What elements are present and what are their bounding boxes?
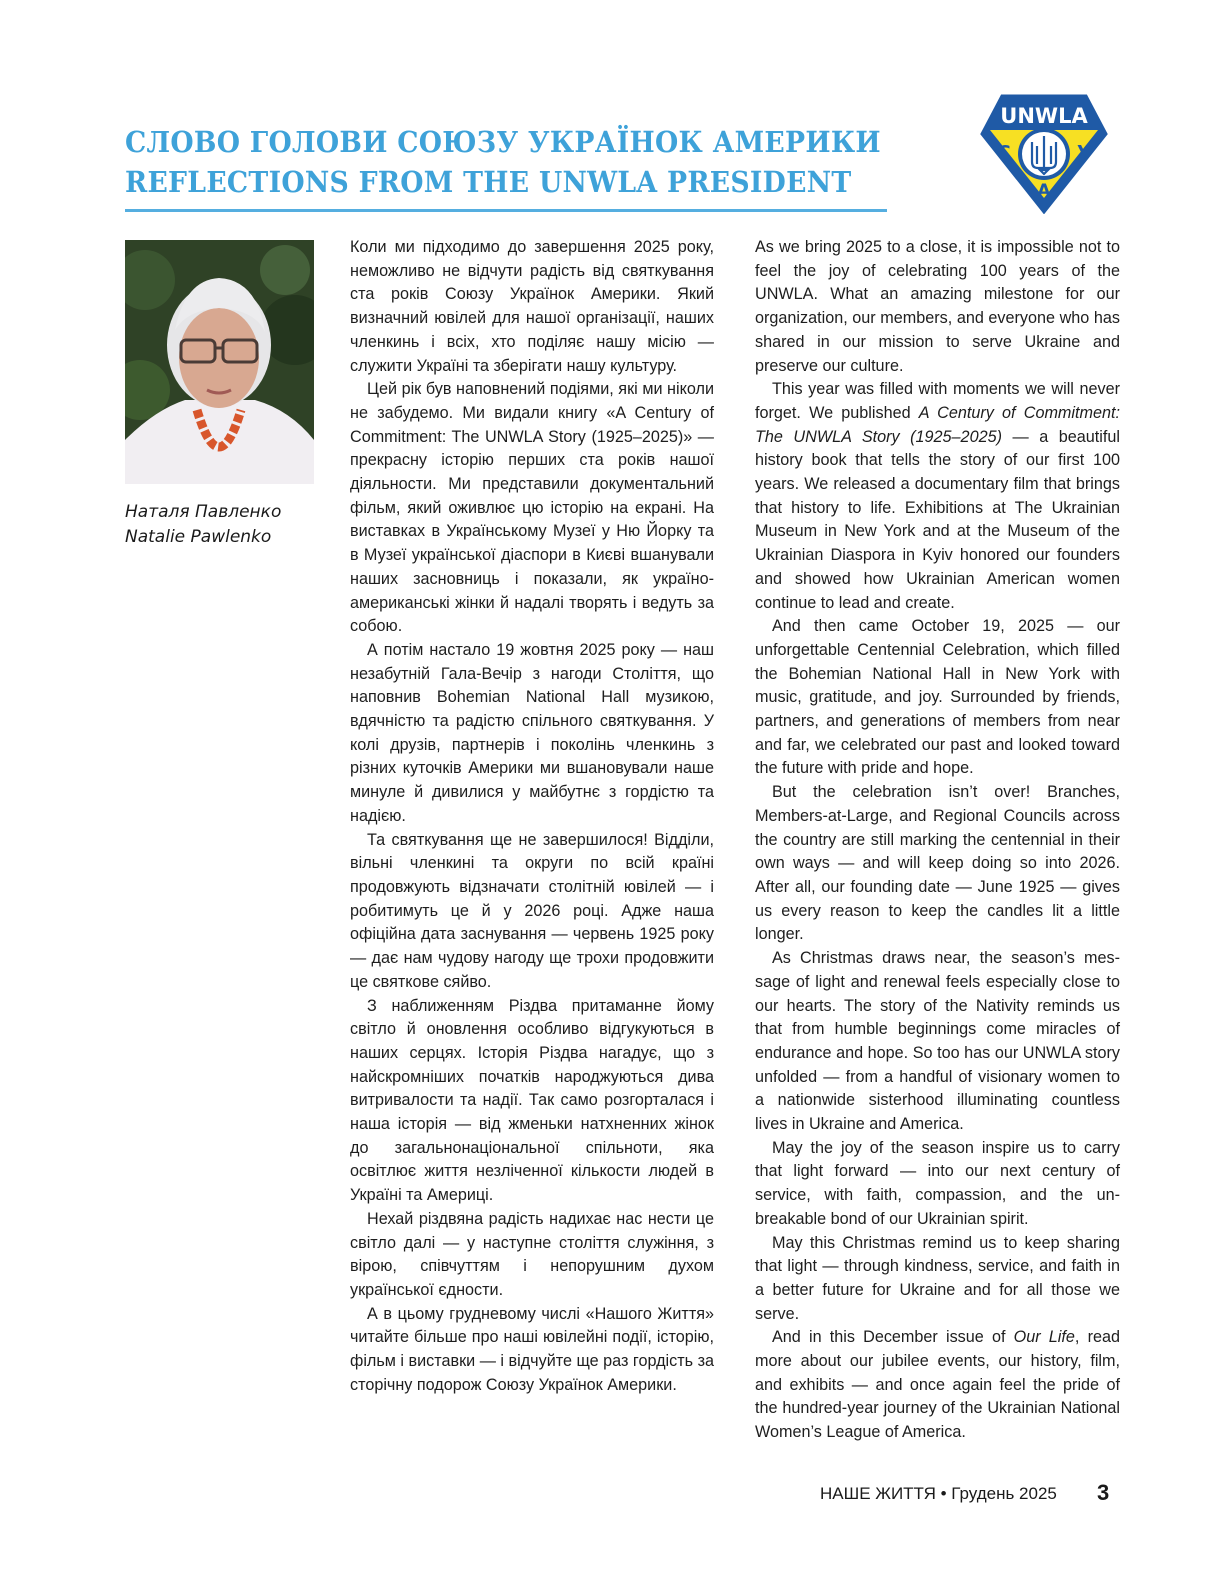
text: This year was filled with moments we will never forget. We published [755,380,1120,422]
paragraph: А потім настало 19 жовтня 2025 року — наш незабутній Гала-Вечір з нагоди Століття, що наповнив Bohemian National Hall музикою, вдячністю та радістю спільного святкування. У колі друзів, партнерів і поколінь членкинь з різних куточків Америки ми вшановували наше минуле й дивилися у майбутнє з гордістю та надією. [350,640,714,825]
paragraph: As we bring 2025 to a close, it is impossible not to feel the joy of celebrating 100 years of the UNWLA. What an amazing milestone for our organization, our members, and everyone who has shared in our mission to serve Ukraine and preserve our culture. [755,238,1120,375]
svg-text:UNWLA: UNWLA [1000,104,1088,128]
text: — a beautiful history book that tells the story of our first 100 years. We released a documentary film that brings that history to life. Exhibitions at The Ukrainian Museum in New York and at the Museum of the Ukrainian Diaspora in Kyiv honored our founders and showed how Ukrainian American women continue to lead and create. [755,427,1120,612]
svg-text:А: А [1037,181,1051,201]
title-underline [125,209,887,212]
paragraph: But the celebration isn’t over! Branches, Members-at-Large, and Regional Councils across the country are still marking the centennial in their own ways — and will keep doing so into 2026. After all, our founding date — June 1925 — gives us every reason to keep the candles lit a little longer. [755,783,1120,944]
page-title [125,122,887,202]
text: , read more about our jubilee events, our history, film, and exhibits — and once again feel the pride of the hundred-year journey of the Ukrainian National Women’s League of America. [755,1328,1120,1442]
svg-text:У: У [1077,142,1091,163]
caption-name-english: Natalie Pawlenko [125,527,272,547]
portrait-caption [125,500,335,550]
paragraph [755,378,1120,615]
paragraph: May the joy of the season inspire us to carry that light forward — into our next century of service, with faith, compassion, and the unbreakable bond of our Ukrainian spirit. [755,1138,1120,1228]
paragraph: Нехай різдвяна радість надихає нас нести це світло далі — у наступне століття служіння, з вірою, співчуттям і непорушним духом української єдности. [350,1209,714,1299]
unwla-logo-icon [980,94,1108,214]
footer-publication: НАШЕ ЖИТТЯ • Грудень 2025 [820,1484,1057,1503]
page-number: 3 [1097,1480,1110,1505]
magazine-title: Our Life [1013,1328,1075,1347]
paragraph [755,1326,1120,1445]
paragraph: Та святкування ще не завершилося! Відділи, вільні членкині та округи по всій країні продовжують відзначати столітній ювілей — і робитимуть це й у 2026 році. Адже наша офіційна дата заснування — червень 1925 року — дає нам чудову нагоду ще трохи продовжити це святкове сяйво. [350,830,714,991]
paragraph: А в цьому грудневому числі «Нашого Життя» читайте більше про наші ювілейні події, історію, фільм і виставки — і відчуйте ще раз гордість за сторічну подорож Союзу Українок Америки. [350,1304,714,1394]
book-title: A Century of Commitment: The UNWLA Story (1925–2025) [755,403,1120,446]
caption-name-ukrainian: Наталя Павленко [125,502,282,522]
article-column-ukrainian [350,236,714,1397]
text: And in this December issue of [772,1328,1014,1347]
title-ukrainian: СЛОВО ГОЛОВИ СОЮЗУ УКРАЇНОК АМЕРИКИ [125,125,881,159]
paragraph: Цей рік був наповнений подіями, які ми ніколи не забудемо. Ми видали книгу «A Century of Commitment: The UNWLA Story (1925–2025)» — прекрасну історію перших ста років нашої діяльности. Ми представили документальний фільм, який оживлює цю історію на екрані. На виставках в Українському Музеї у Ню Йорку та в Музеї української діаспори в Києві вшанували наших засновниць і показали, як україно-американські жінки й надалі творять і ведуть за собою. [350,380,714,636]
article-column-english [755,236,1120,1445]
paragraph: And then came October 19, 2025 — our unforgettable Centennial Celebration, which filled the Bohemian National Hall in New York with music, gratitude, and joy. Surrounded by friends, partners, and generations of members from near and far, we celebrated our past and looked toward the future with pride and hope. [755,617,1120,778]
title-english: REFLECTIONS FROM THE UNWLA PRESIDENT [125,165,852,199]
svg-text:С: С [997,142,1011,163]
portrait-photo [125,240,314,484]
paragraph: May this Christmas remind us to keep sharing that light — through kindness, service, and faith in a better future for Ukraine and for all those we serve. [755,1233,1120,1323]
paragraph: As Christmas draws near, the season’s message of light and renewal feels especially close to our hearts. The story of the Nativity reminds us that from humble beginnings come miracles of endurance and hope. So too has our UNWLA story unfolded — from a handful of visionary women to a nationwide sisterhood illuminating countless lives in Ukraine and America. [755,949,1120,1134]
paragraph: З наближенням Різдва притаманне йому світло й оновлення особливо відгукуються в наших серцях. Історія Різдва нагадує, що з найскромніших початків народжуються дива витривалости та надії. Так само розгорталася і наша історія — від жменьки натхненних жінок до загальнонаціональної спільноти, яка освітлює життя незліченної кількости людей в Україні та Америці. [350,996,714,1205]
paragraph: Коли ми підходимо до завершення 2025 року, неможливо не відчути радість від святкування ста років Союзу Українок Америки. Який визначний ювілей для нашої організації, наших членкинь і всіх, хто поділяє нашу місію — служити Україні та зберігати нашу культуру. [350,238,714,375]
